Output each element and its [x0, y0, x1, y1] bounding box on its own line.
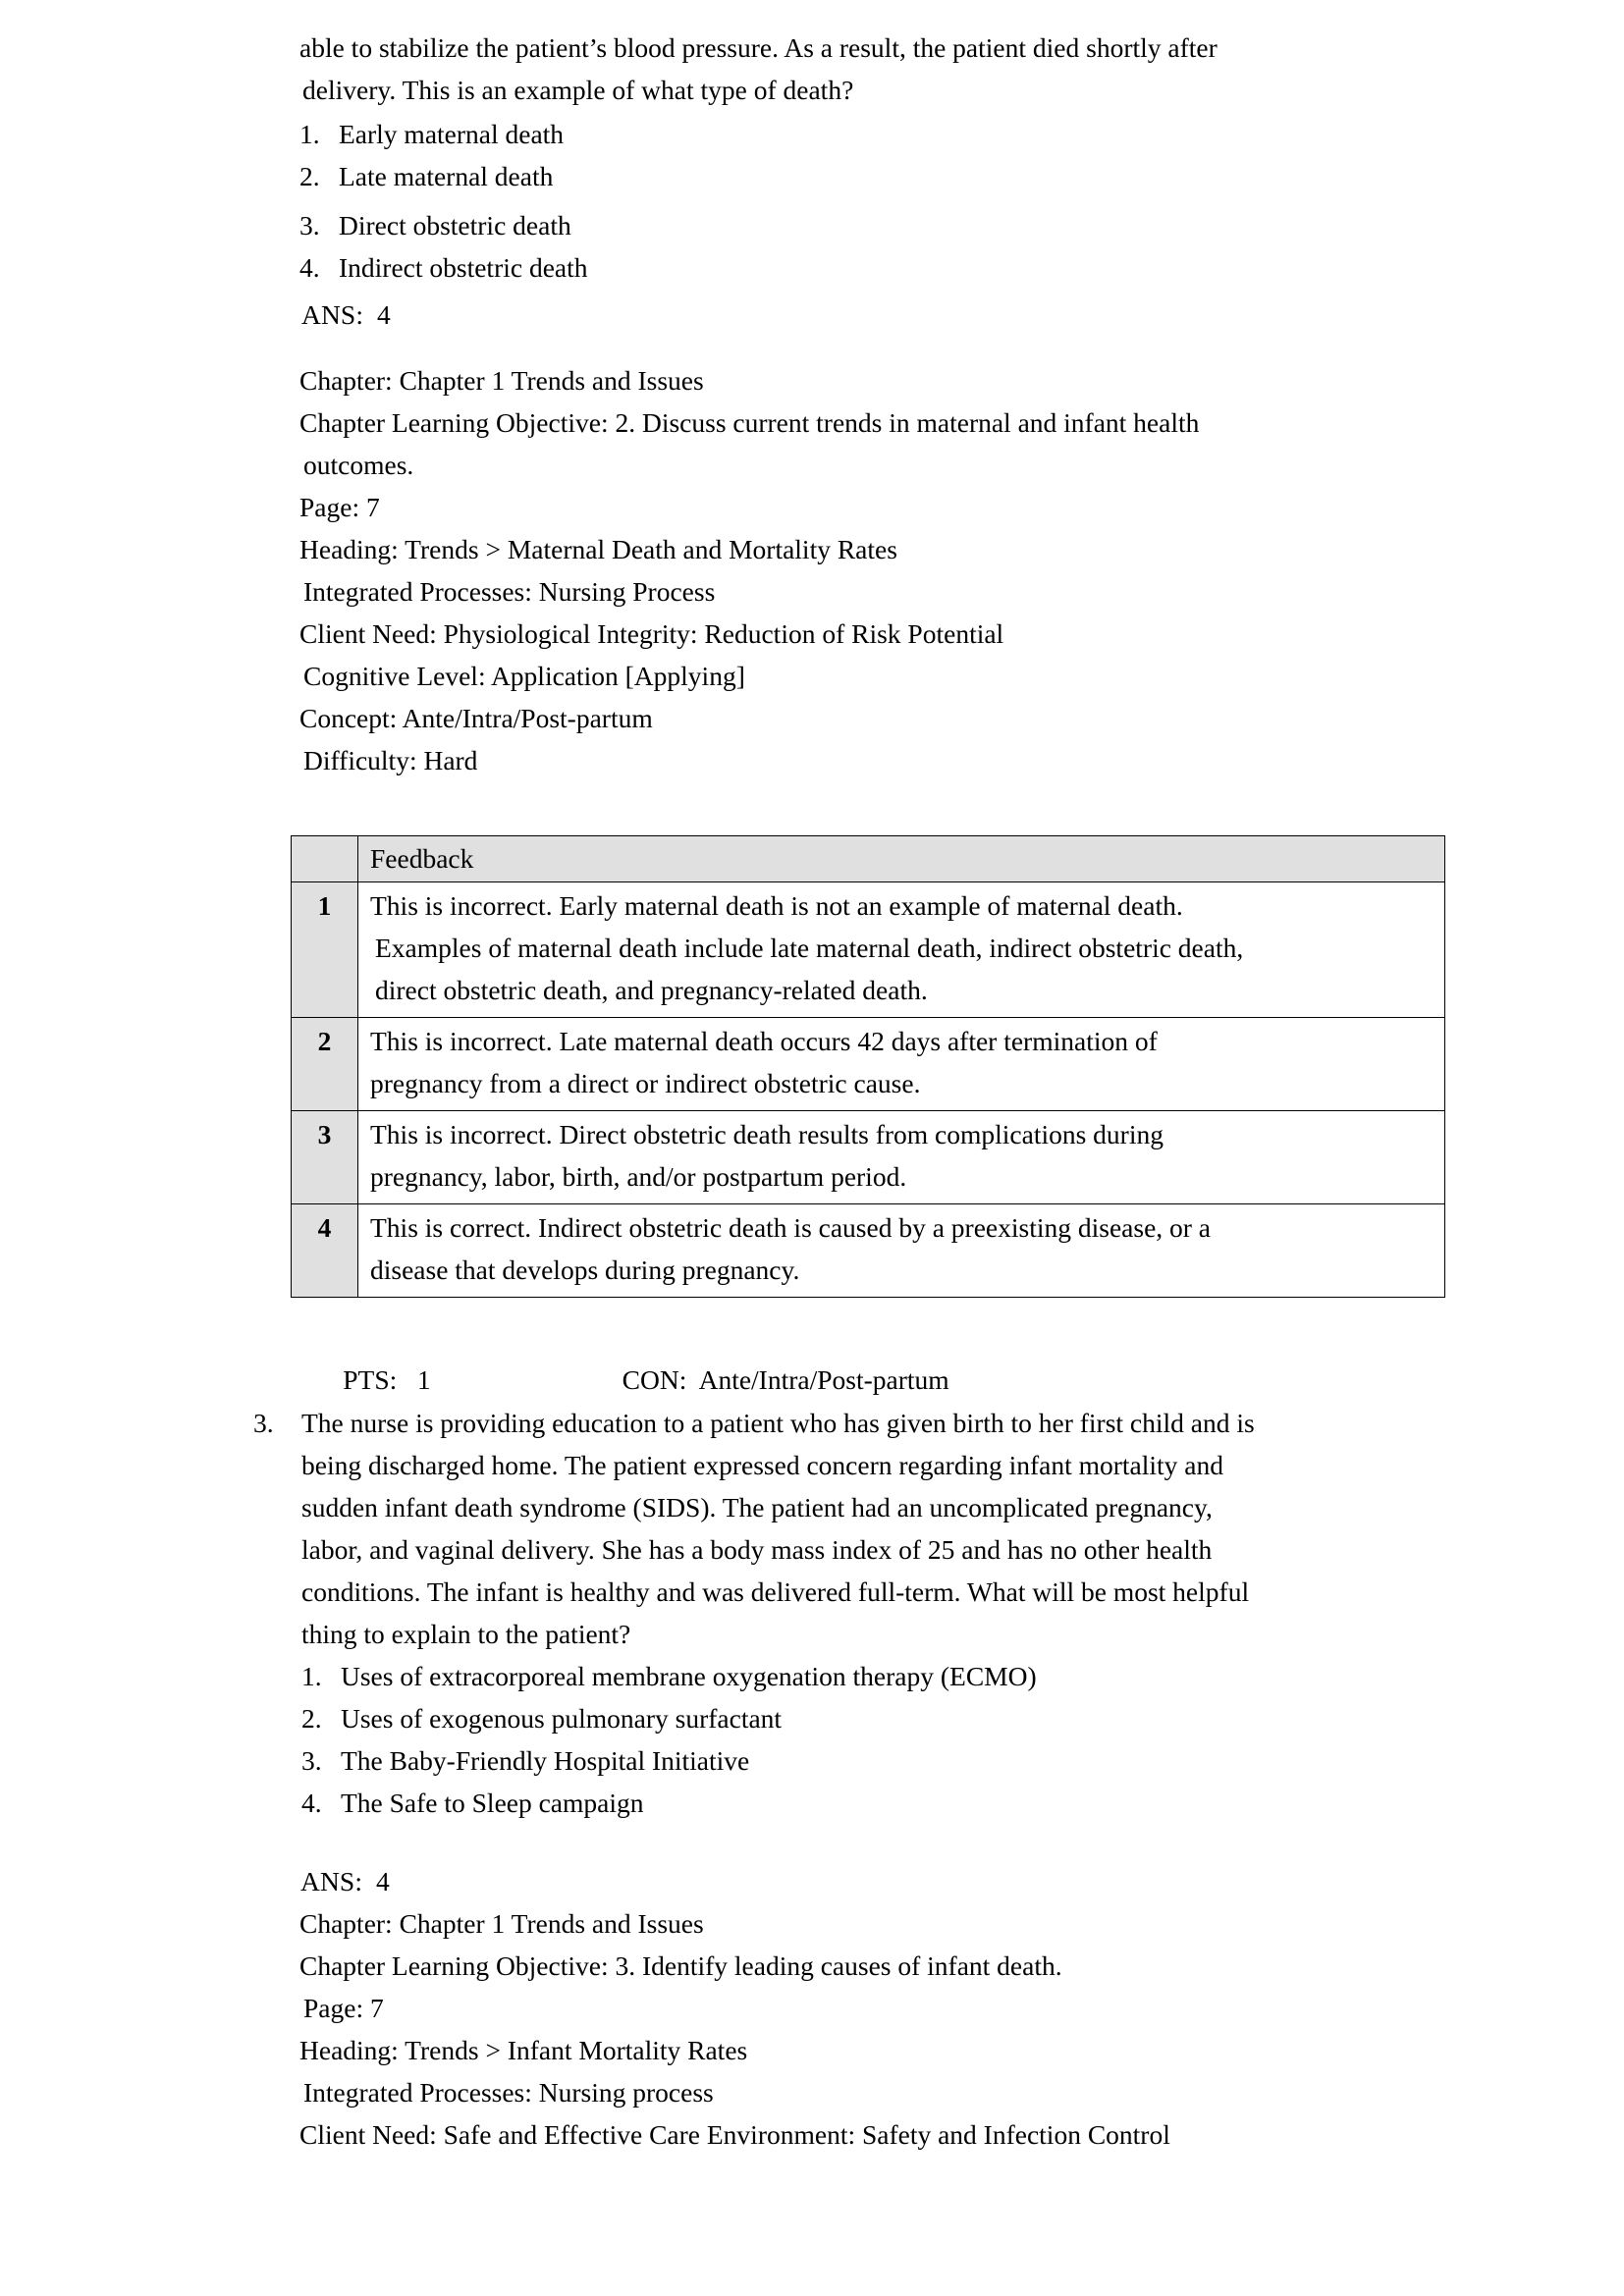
feedback-line: This is incorrect. Early maternal death is not an example of maternal death.: [370, 890, 1183, 921]
option-label: The Baby-Friendly Hospital Initiative: [341, 1745, 750, 1776]
feedback-line: This is incorrect. Direct obstetric death results from complications during: [370, 1119, 1164, 1149]
table-row: [292, 1204, 1445, 1298]
con-label: CON: Ante/Intra/Post-partum: [622, 1364, 949, 1395]
feedback-row-text: [358, 882, 1445, 1018]
option-number: 4.: [299, 252, 320, 283]
meta-concept: Concept: Ante/Intra/Post-partum: [299, 703, 653, 733]
option-label: Uses of exogenous pulmonary surfactant: [341, 1703, 783, 1734]
question-3-metadata: [299, 1902, 1170, 2156]
feedback-header-number: [292, 836, 358, 882]
option-number: 3.: [299, 210, 320, 240]
feedback-line: This is incorrect. Late maternal death occurs 42 days after termination of: [370, 1026, 1158, 1056]
feedback-line: direct obstetric death, and pregnancy-related death.: [375, 975, 928, 1005]
option-item[interactable]: [301, 1782, 1037, 1824]
meta-difficulty: Difficulty: Hard: [303, 745, 478, 775]
meta-client-need: Client Need: Safe and Effective Care Environment: Safety and Infection Control: [299, 2119, 1170, 2150]
question-2-answer: ANS: 4: [301, 299, 391, 330]
option-item[interactable]: [301, 1655, 1037, 1697]
option-number: 4.: [301, 1788, 322, 1818]
table-row: [292, 1018, 1445, 1111]
feedback-line: This is correct. Indirect obstetric death is caused by a preexisting disease, or a: [370, 1212, 1212, 1243]
meta-chapter: Chapter: Chapter 1 Trends and Issues: [299, 1908, 704, 1939]
stem-line: labor, and vaginal delivery. She has a body mass index of 25 and has no other health: [301, 1534, 1213, 1565]
option-item[interactable]: [299, 155, 564, 197]
option-label: Direct obstetric death: [339, 210, 571, 240]
option-item[interactable]: [299, 113, 564, 155]
stem-line: able to stabilize the patient’s blood pressure. As a result, the patient died shortly after: [299, 32, 1218, 63]
feedback-row-number: 4: [292, 1204, 358, 1298]
question-2-stem: [299, 27, 1458, 111]
option-label: The Safe to Sleep campaign: [341, 1788, 644, 1818]
option-item[interactable]: [299, 204, 588, 246]
table-row: [292, 1111, 1445, 1204]
meta-integrated-processes: Integrated Processes: Nursing Process: [303, 576, 716, 607]
question-2-metadata: [299, 359, 1199, 781]
option-item[interactable]: [301, 1739, 1037, 1782]
stem-line: conditions. The infant is healthy and was delivered full-term. What will be most helpful: [301, 1576, 1250, 1607]
feedback-header-label: Feedback: [358, 836, 1445, 882]
stem-line: sudden infant death syndrome (SIDS). The patient had an uncomplicated pregnancy,: [301, 1492, 1213, 1522]
option-number: 2.: [299, 161, 320, 191]
meta-integrated-processes: Integrated Processes: Nursing process: [303, 2077, 714, 2108]
option-label: Late maternal death: [339, 161, 554, 191]
question-3-options: [301, 1655, 1037, 1824]
question-3-answer: ANS: 4: [300, 1866, 390, 1896]
feedback-line: disease that develops during pregnancy.: [370, 1255, 800, 1285]
stem-line: delivery. This is an example of what type of death?: [302, 75, 854, 105]
question-number: 3.: [253, 1408, 274, 1438]
option-number: 1.: [301, 1661, 322, 1691]
feedback-line: pregnancy from a direct or indirect obstetric cause.: [370, 1068, 921, 1098]
question-2-options: [299, 113, 564, 197]
meta-heading: Heading: Trends > Maternal Death and Mortality Rates: [299, 534, 897, 564]
option-number: 2.: [301, 1703, 322, 1734]
feedback-row-text: [358, 1204, 1445, 1298]
meta-page: Page: 7: [303, 1993, 384, 2023]
feedback-row-number: 1: [292, 882, 358, 1018]
pts-label: PTS: 1: [343, 1364, 431, 1395]
option-label: Indirect obstetric death: [339, 252, 588, 283]
stem-line: The nurse is providing education to a patient who has given birth to her first child and is: [301, 1408, 1255, 1438]
meta-learning-objective-cont: outcomes.: [303, 450, 414, 480]
option-item[interactable]: [299, 246, 588, 289]
option-item[interactable]: [301, 1697, 1037, 1739]
meta-cognitive-level: Cognitive Level: Application [Applying]: [303, 661, 745, 691]
feedback-line: Examples of maternal death include late maternal death, indirect obstetric death,: [375, 933, 1244, 963]
feedback-table: [291, 835, 1445, 1298]
question-3-stem: [301, 1402, 1461, 1655]
question-2-options-cont: [299, 204, 588, 289]
meta-page: Page: 7: [299, 492, 380, 522]
option-number: 1.: [299, 119, 320, 149]
stem-line: being discharged home. The patient expressed concern regarding infant mortality and: [301, 1450, 1224, 1480]
meta-client-need: Client Need: Physiological Integrity: Reduction of Risk Potential: [299, 618, 1004, 649]
table-header-row: [292, 836, 1445, 882]
meta-chapter: Chapter: Chapter 1 Trends and Issues: [299, 365, 704, 396]
question-3: [253, 1402, 1461, 1655]
feedback-row-text: [358, 1018, 1445, 1111]
option-label: Uses of extracorporeal membrane oxygenation therapy (ECMO): [341, 1661, 1037, 1691]
feedback-row-number: 3: [292, 1111, 358, 1204]
option-number: 3.: [301, 1745, 322, 1776]
feedback-line: pregnancy, labor, birth, and/or postpartum period.: [370, 1161, 907, 1192]
feedback-row-number: 2: [292, 1018, 358, 1111]
option-label: Early maternal death: [339, 119, 565, 149]
stem-line: thing to explain to the patient?: [301, 1619, 631, 1649]
meta-learning-objective: Chapter Learning Objective: 3. Identify leading causes of infant death.: [299, 1950, 1062, 1981]
meta-learning-objective: Chapter Learning Objective: 2. Discuss current trends in maternal and infant health: [299, 407, 1200, 438]
table-row: [292, 882, 1445, 1018]
feedback-row-text: [358, 1111, 1445, 1204]
meta-heading: Heading: Trends > Infant Mortality Rates: [299, 2035, 748, 2065]
